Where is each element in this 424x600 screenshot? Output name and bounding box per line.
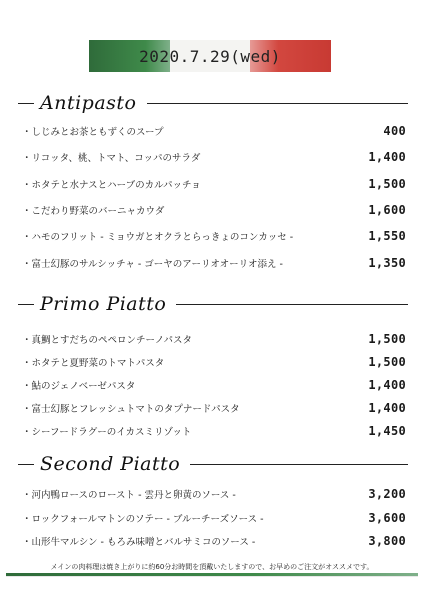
menu-item-name: ・こだわり野菜のバーニャカウダ [22,206,165,217]
title-rule-left [18,103,34,104]
menu-item-name: ・しじみとお茶ともずくのスープ [22,127,164,138]
menu-item-name: ・真鯛とすだちのペペロンチーノパスタ [22,335,193,346]
menu-item-price: 3,800 [368,534,406,548]
title-rule-left [18,464,34,465]
menu-item-name: ・河内鴨ロースのロースト - 雲丹と卵黄のソース - [22,490,236,501]
section-title: Primo Piatto [40,293,167,315]
menu-item [22,176,406,192]
title-rule-left [18,304,34,305]
menu-item-price: 1,400 [368,378,406,392]
menu-item-price: 1,500 [368,332,406,346]
footer-white-rule [6,576,418,577]
menu-item [22,331,406,347]
section-title: Antipasto [40,92,137,114]
title-rule-right [176,304,408,305]
menu-item [22,149,406,165]
menu-item-price: 1,500 [368,177,406,191]
menu-item-name: ・ホタテと夏野菜のトマトパスタ [22,358,165,369]
footer-note: メインの肉料理は焼き上がりに約60分お時間を頂戴いたしますので、お早めのご注文がオススメです。 [50,563,374,571]
menu-item [22,202,406,218]
menu-item-price: 1,450 [368,424,406,438]
section-second-piatto [18,453,408,475]
menu-item-name: ・富士幻豚とフレッシュトマトのタプナードパスタ [22,404,240,415]
menu-item-price: 3,600 [368,511,406,525]
menu-item [22,423,406,439]
menu-item [22,377,406,393]
menu-item-price: 1,350 [368,256,406,270]
menu-item-name: ・富士幻豚のサルシッチャ - ゴーヤのアーリオオーリオ添え - [22,259,283,270]
menu-item-name: ・ハモのフリット - ミョウガとオクラとらっきょのコンカッセ - [22,232,294,243]
title-rule-right [190,464,408,465]
menu-item [22,400,406,416]
menu-item-name: ・ロックフォールマトンのソテー - ブルーチーズソース - [22,514,264,525]
menu-item-name: ・鮎のジェノベーゼパスタ [22,381,136,392]
menu-item-price: 1,400 [368,401,406,415]
menu-item-price: 3,200 [368,487,406,501]
section-antipasto [18,92,408,114]
section-title: Second Piatto [40,453,181,475]
menu-item-name: ・山形牛マルシン - もろみ味噌とバルサミコのソース - [22,537,256,548]
menu-item-name: ・シーフードラグーのイカスミリゾット [22,427,192,438]
menu-item-name: ・ホタテと水ナスとハーブのカルパッチョ [22,180,201,191]
section-primo-piatto [18,293,408,315]
menu-item [22,533,406,549]
title-rule-right [147,103,409,104]
menu-item [22,123,406,139]
menu-date: 2020.7.29(wed) [139,46,281,66]
menu-item-price: 1,550 [368,229,406,243]
menu-item-name: ・リコッタ、桃、トマト、コッパのサラダ [22,153,201,164]
menu-item [22,510,406,526]
menu-item-price: 400 [383,124,406,138]
menu-item-price: 1,500 [368,355,406,369]
menu-item [22,486,406,502]
menu-item-price: 1,400 [368,150,406,164]
menu-item-price: 1,600 [368,203,406,217]
menu-item [22,354,406,370]
menu-item [22,255,406,271]
menu-item [22,228,406,244]
